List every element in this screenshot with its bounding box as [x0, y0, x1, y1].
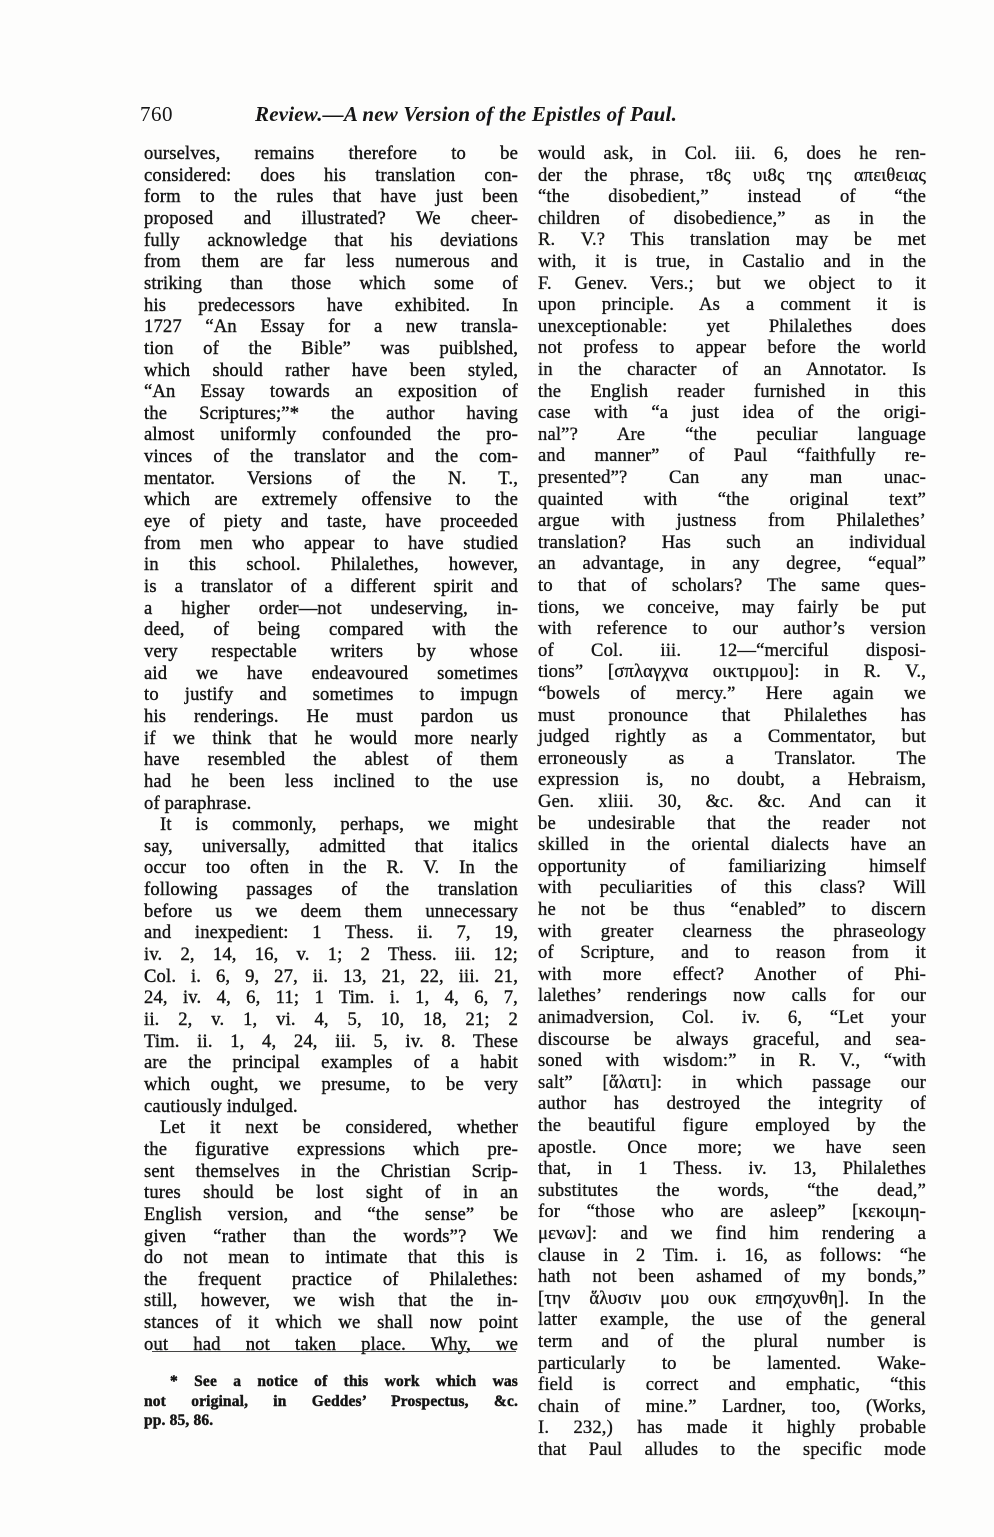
text-line: salt” [ἅλατι]: in which passage our: [538, 1071, 926, 1093]
text-line: form to the rules that have just been: [144, 186, 518, 208]
text-line: if we think that he would more nearly: [144, 727, 518, 749]
text-line: from men who appear to have studied: [144, 532, 518, 554]
text-line: soned with wisdom:” in R. V., “with: [538, 1050, 926, 1072]
text-line: to that of scholars? The same ques-: [538, 575, 926, 596]
text-line: tions” [σπλαγχνα οικτιρμου]: in R. V.,: [538, 661, 926, 683]
text-line: before us we deem them unnecessary: [144, 900, 518, 922]
text-line: the Scriptures;”* the author having: [144, 402, 518, 424]
text-line: would ask, in Col. iii. 6, does he ren-: [538, 143, 926, 164]
text-line: nal”? Are “the peculiar language: [538, 423, 926, 445]
text-line: English version, and “the sense” be: [144, 1203, 518, 1225]
text-line: term and of the plural number is: [538, 1331, 926, 1352]
text-line: judged rightly as a Commentator, but: [538, 726, 926, 748]
text-line: substitutes the words, “the dead,”: [538, 1179, 926, 1201]
text-line: that Paul alludes to the specific mode: [538, 1439, 926, 1460]
text-line: R. V.? This translation may be met: [538, 229, 926, 251]
text-line: Let it next be considered, whether: [160, 1117, 518, 1139]
text-line: from them are far less numerous and: [144, 251, 518, 273]
text-line: occur too often in the R. V. In the: [144, 857, 518, 879]
text-line: to justify and sometimes to impugn: [144, 684, 518, 706]
text-line: quainted with “the original text”: [538, 488, 926, 510]
text-line: Gen. xliii. 30, &c. &c. And can it: [538, 791, 926, 812]
text-line: an advantage, in any degree, “equal”: [538, 553, 926, 575]
text-line: clause in 2 Tim. i. 16, as follows: “he: [538, 1244, 926, 1266]
text-line: very respectable writers by whose: [144, 640, 518, 662]
text-line: mentator. Versions of the N. T.,: [144, 467, 518, 489]
text-line: say, universally, admitted that italics: [144, 835, 518, 857]
text-line: particularly to be lamented. Wake-: [538, 1352, 926, 1374]
text-line: chain of mine.” Lardner, too, (Works,: [538, 1395, 926, 1417]
text-line: is a translator of a different spirit and: [144, 576, 518, 597]
text-line: children of disobedience,” as in the: [538, 207, 926, 229]
text-line: following passages of the translation: [144, 879, 518, 901]
text-line: case with “a just idea of the origi-: [538, 402, 926, 424]
text-line: of Scripture, and to reason from it: [538, 942, 926, 964]
footnote-line: * See a notice of this work which was: [170, 1373, 518, 1390]
page-number: 760: [140, 102, 173, 126]
text-line: almost uniformly confounded the pro-: [144, 424, 518, 446]
text-line: skilled in the oriental dialects have an: [538, 834, 926, 856]
text-line: translation? Has such an individual: [538, 531, 926, 553]
text-line: erroneously as a Translator. The: [538, 747, 926, 769]
text-line: der the phrase, τ8ς υι8ς της απειθειας: [538, 164, 926, 186]
text-line: and manner” of Paul “faithfully re-: [538, 445, 926, 467]
text-line: be undesirable that the reader not: [538, 812, 926, 834]
text-line: 24, iv. 4, 6, 11; 1 Tim. i. 1, 4, 6, 7,: [144, 987, 518, 1009]
text-line: F. Genev. Vers.; but we object to it: [538, 272, 926, 294]
text-line: which ought, we presume, to be very: [144, 1073, 518, 1095]
text-line: do not mean to intimate that this is: [144, 1247, 518, 1269]
text-line: a higher order—not undeserving, in-: [144, 597, 518, 619]
text-line: the figurative expressions which pre-: [144, 1138, 518, 1160]
text-line: It is commonly, perhaps, we might: [160, 814, 518, 836]
text-line: the beautiful figure employed by the: [538, 1115, 926, 1136]
text-line: tions, we conceive, may fairly be put: [538, 596, 926, 618]
text-line: cautiously indulged.: [144, 1095, 298, 1117]
text-line: had he been less inclined to the use: [144, 770, 518, 792]
text-line: considered: does his translation con-: [144, 164, 518, 186]
text-line: Tim. ii. 1, 4, 24, iii. 5, iv. 8. These: [144, 1030, 518, 1052]
text-line: must pronounce that Philalethes has: [538, 704, 926, 726]
text-line: “bowels of mercy.” Here again we: [538, 683, 926, 704]
text-line: sent themselves in the Christian Scrip-: [144, 1160, 518, 1182]
text-line: of Col. iii. 12—“merciful disposi-: [538, 639, 926, 661]
text-line: still, however, we wish that the in-: [144, 1290, 518, 1312]
running-head: [140, 102, 780, 132]
text-line: lalethes’ renderings now calls for our: [538, 985, 926, 1007]
text-line: animadversion, Col. iv. 6, “Let your: [538, 1007, 926, 1028]
text-line: aid we have endeavoured sometimes: [144, 662, 518, 684]
text-line: “the disobedient,” instead of “the: [538, 186, 926, 208]
text-line: the English reader furnished in this: [538, 380, 926, 402]
text-line: for “those who are asleep” [κεκοιμη-: [538, 1201, 926, 1223]
text-line: vinces of the translator and the com-: [144, 446, 518, 468]
text-line: out had not taken place. Why, we: [144, 1333, 518, 1355]
text-line: apostle. Once more; we have seen: [538, 1136, 926, 1158]
running-title: Review.—A new Version of the Epistles of Paul.: [255, 102, 678, 126]
text-line: with greater clearness the phraseology: [538, 920, 926, 942]
text-line: striking than those which some of: [144, 272, 518, 294]
text-line: fully acknowledge that his deviations: [144, 229, 518, 251]
text-line: which should rather have been styled,: [144, 359, 518, 381]
text-line: with peculiarities of this class? Will: [538, 877, 926, 899]
text-line: Col. i. 6, 9, 27, ii. 13, 21, 22, iii. 21,: [144, 965, 518, 987]
text-line: 1727 “An Essay for a new transla-: [144, 316, 518, 338]
text-line: with more effect? Another of Phi-: [538, 963, 926, 985]
text-line: proposed and illustrated? We cheer-: [144, 207, 518, 229]
text-line: unexceptionable: yet Philalethes does: [538, 315, 926, 337]
text-line: tures should be lost sight of in an: [144, 1182, 518, 1204]
text-line: argue with justness from Philalethes’: [538, 510, 926, 532]
footnote-line: pp. 85, 86.: [144, 1412, 214, 1429]
text-line: of paraphrase.: [144, 792, 252, 814]
text-line: author has destroyed the integrity of: [538, 1093, 926, 1115]
text-line: hath not been ashamed of my bonds,”: [538, 1266, 926, 1288]
text-line: he not be thus “enabled” to discern: [538, 899, 926, 920]
text-line: [την ἅλυσιν μου ουκ επησχυνθη]. In the: [538, 1287, 926, 1309]
text-line: given “rather than the words”? We: [144, 1225, 518, 1247]
text-line: are the principal examples of a habit: [144, 1052, 518, 1074]
text-line: with reference to our author’s version: [538, 618, 926, 640]
text-line: have resembled the ablest of them: [144, 749, 518, 771]
text-line: and inexpedient: 1 Thess. ii. 7, 19,: [144, 922, 518, 944]
text-line: “An Essay towards an exposition of: [144, 381, 518, 403]
text-line: stances of it which we shall now point: [144, 1312, 518, 1334]
text-line: not profess to appear before the world: [538, 337, 926, 359]
text-line: tion of the Bible” was puiblshed,: [144, 337, 518, 359]
text-line: his predecessors have exhibited. In: [144, 294, 518, 316]
text-line: in the character of an Annotator. Is: [538, 359, 926, 380]
text-line: iv. 2, 14, 16, v. 1; 2 Thess. iii. 12;: [144, 944, 518, 966]
text-line: opportunity of familiarizing himself: [538, 855, 926, 877]
text-line: μενων]: and we find him rendering a: [538, 1223, 926, 1244]
text-line: expression is, no doubt, a Hebraism,: [538, 769, 926, 791]
text-line: the frequent practice of Philalethes:: [144, 1268, 518, 1290]
text-line: ii. 2, v. 1, vi. 4, 5, 10, 18, 21; 2: [144, 1009, 518, 1030]
text-line: I. 232,) has made it highly probable: [538, 1417, 926, 1439]
text-line: eye of piety and taste, have proceeded: [144, 511, 518, 533]
text-line: that, in 1 Thess. iv. 13, Philalethes: [538, 1158, 926, 1180]
text-line: field is correct and emphatic, “this: [538, 1374, 926, 1396]
text-line: upon principle. As a comment it is: [538, 294, 926, 316]
text-line: in this school. Philalethes, however,: [144, 554, 518, 576]
text-line: discourse be always graceful, and sea-: [538, 1028, 926, 1050]
text-line: his renderings. He must pardon us: [144, 705, 518, 727]
footnote-line: not original, in Geddes’ Prospectus, &c.: [144, 1392, 518, 1410]
text-line: latter example, the use of the general: [538, 1309, 926, 1331]
text-line: which are extremely offensive to the: [144, 489, 518, 511]
text-line: presented”? Can any man unac-: [538, 467, 926, 488]
text-line: ourselves, remains therefore to be: [144, 143, 518, 164]
text-line: deed, of being compared with the: [144, 619, 518, 641]
footnote-divider: [152, 1351, 516, 1352]
text-line: with, it is true, in Castalio and in the: [538, 251, 926, 272]
